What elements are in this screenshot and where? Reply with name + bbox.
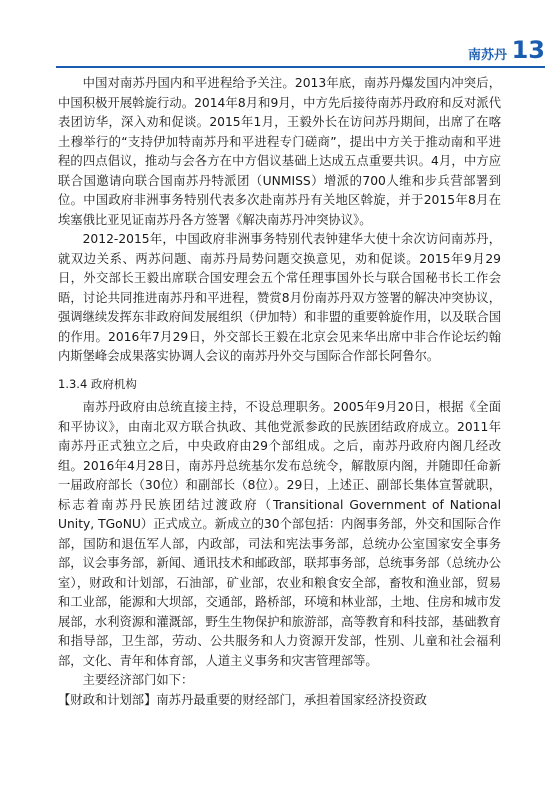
section-heading: 1.3.4 政府机构 xyxy=(58,376,137,391)
body-paragraph: 主要经济部门如下： xyxy=(82,673,194,687)
header-rule xyxy=(56,66,545,68)
body-paragraph: 中国对南苏丹国内和平进程给予关注。2013年底，南苏丹爆发国内冲突后，中国积极开展斡旋行动。2014年8月和9月，中方先后接待南苏丹政府和反对派代表团访华，深入劝和促谈。2015年1月，王毅外长在访问苏丹期间，出席了在喀土穆举行的“支持伊加特南苏丹和平进程专门磋商”，提出中方关于推动南和平进程的四点倡议，推动与会各方在中方倡议基础上达成五点重要共识。4月，中方应联合国邀请向联合国南苏丹特派团（UNMISS）增派的700人维和步兵营部署到位。中国政府非洲事务特别代表多次赴南苏丹有关地区斡旋，并于2015年8月在埃塞俄比亚见证南苏丹各方签署《解决南苏丹冲突协议》。 xyxy=(58,76,501,227)
body-paragraph: 【财政和计划部】南苏丹最重要的财经部门，承担着国家经济投资政 xyxy=(58,692,427,707)
page-body xyxy=(58,74,501,710)
page-number: 13 xyxy=(511,36,545,64)
header-section-title: 南苏丹 xyxy=(467,48,507,63)
body-paragraph: 2012-2015年，中国政府非洲事务特别代表钟建华大使十余次访问南苏丹，就双边关系、两苏问题、南苏丹局势问题交换意见，劝和促谈。2015年9月29日，外交部长王毅出席联合国安理会五个常任理事国外长与联合国秘书长工作会晤，讨论共同推进南苏丹和平进程，赞赏8月份南苏丹双方签署的解决冲突协议，强调继续发挥东非政府间发展组织（伊加特）和非盟的重要斡旋作用，以及联合国的作用。2016年7月29日，外交部长王毅在北京会见来华出席中非合作论坛约翰内斯堡峰会成果落实协调人会议的南苏丹外交与国际合作部长阿鲁尔。 xyxy=(58,232,501,363)
body-paragraph: 南苏丹政府由总统直接主持，不设总理职务。2005年9月20日，根据《全面和平协议》，由南北双方联合执政、其他党派参政的民族团结政府成立。2011年南苏丹正式独立之后，中央政府由29个部组成。之后，南苏丹政府内阁几经改组。2016年4月28日，南苏丹总统基尔发布总统令，解散原内阁，并随即任命新一届政府部长（30位）和副部长（8位）。29日，上述正、副部长集体宣誓就职，标志着南苏丹民族团结过渡政府（Transitional Government of National Unity, TGoNU）正式成立。新成立的30个部包括：内阁事务部，外交和国际合作部，国防和退伍军人部，内政部，司法和宪法事务部，总统办公室国家安全事务部，议会事务部，新闻、通讯技术和邮政部，联邦事务部，总统事务部（总统办公室），财政和计划部，石油部，矿业部，农业和粮食安全部，畜牧和渔业部，贸易和工业部，能源和大坝部，交通部，路桥部，环境和林业部，土地、住房和城市发展部，水利资源和灌溉部，野生生物保护和旅游部，高等教育和科技部，基础教育和指导部，卫生部，劳动、公共服务和人力资源开发部，性别、儿童和社会福利部，文化、青年和体育部，人道主义事务和灾害管理部等。 xyxy=(58,400,501,668)
